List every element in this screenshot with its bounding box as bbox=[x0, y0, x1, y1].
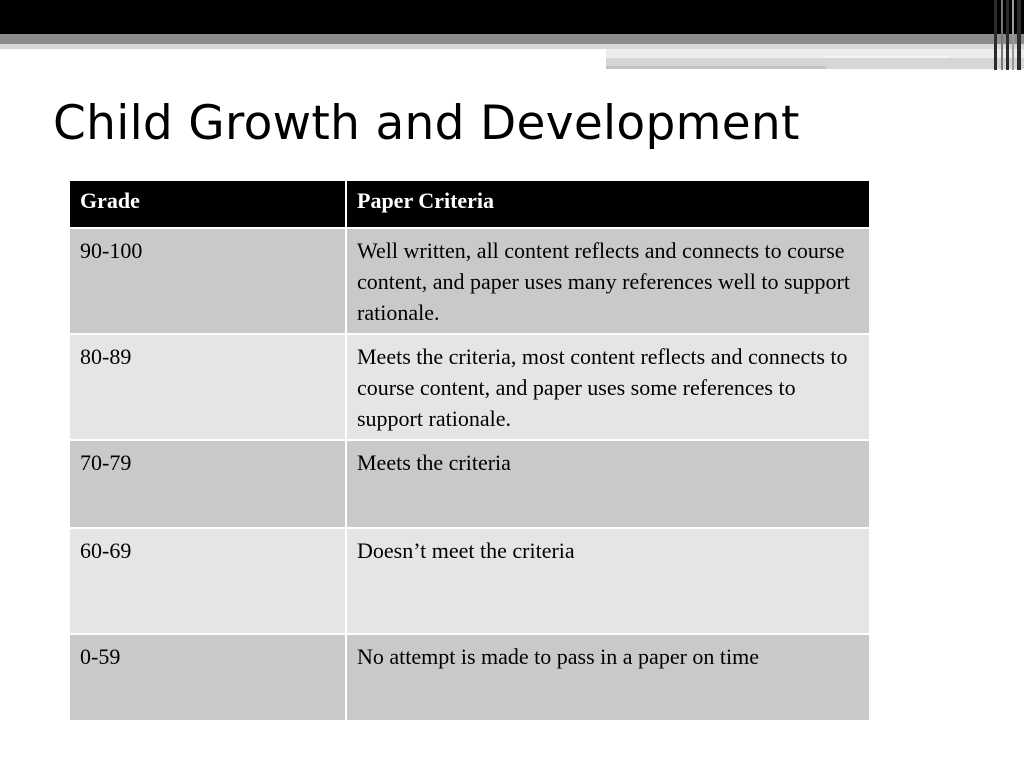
decorative-thin-line bbox=[826, 56, 948, 58]
decorative-gray-band bbox=[0, 34, 1024, 44]
criteria-cell: Meets the criteria, most content reflects and connects to course content, and paper uses some references to support rationale. bbox=[346, 334, 870, 440]
table-row bbox=[69, 528, 870, 634]
table-header-row bbox=[69, 180, 870, 228]
top-decorative-bar bbox=[0, 0, 1024, 34]
decorative-edge-stripe bbox=[1001, 0, 1003, 70]
decorative-thin-line bbox=[606, 66, 826, 69]
decorative-edge-stripe bbox=[1017, 0, 1021, 70]
criteria-cell: Meets the criteria bbox=[346, 440, 870, 528]
column-header-grade: Grade bbox=[69, 180, 346, 228]
grade-cell: 60-69 bbox=[69, 528, 346, 634]
slide-title: Child Growth and Development bbox=[53, 96, 800, 151]
decorative-right-band bbox=[606, 49, 1024, 58]
grade-cell: 80-89 bbox=[69, 334, 346, 440]
grade-cell: 90-100 bbox=[69, 228, 346, 334]
table-row bbox=[69, 440, 870, 528]
decorative-edge-stripe bbox=[1012, 0, 1014, 70]
grade-cell: 70-79 bbox=[69, 440, 346, 528]
table-row bbox=[69, 634, 870, 721]
decorative-edge-stripe bbox=[1006, 0, 1009, 70]
criteria-cell: Doesn’t meet the criteria bbox=[346, 528, 870, 634]
decorative-edge-stripe bbox=[994, 0, 997, 70]
criteria-cell: Well written, all content reflects and connects to course content, and paper uses many references well to support rationale. bbox=[346, 228, 870, 334]
criteria-cell: No attempt is made to pass in a paper on time bbox=[346, 634, 870, 721]
grade-cell: 0-59 bbox=[69, 634, 346, 721]
column-header-paper-criteria: Paper Criteria bbox=[346, 180, 870, 228]
table-row bbox=[69, 334, 870, 440]
grading-criteria-table bbox=[68, 179, 871, 722]
table-row bbox=[69, 228, 870, 334]
